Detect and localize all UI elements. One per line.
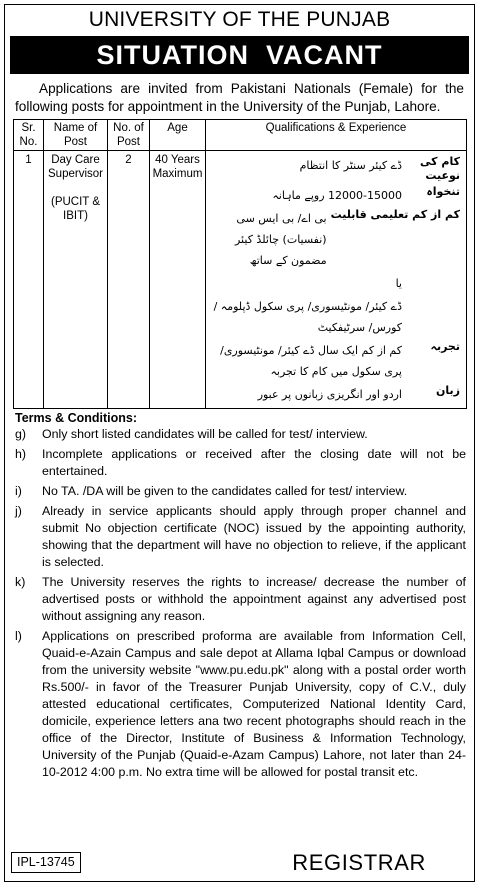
footer <box>5 841 474 881</box>
qual-language-label: زبان <box>436 384 460 397</box>
table-row <box>14 151 467 409</box>
qual-language <box>212 384 460 405</box>
qual-alternative-value: ڈے کیئر/ مونٹیسوری/ پری سکول ڈپلومہ / کورس/ سرٹیفکیٹ <box>213 300 402 334</box>
term-text: Applications on prescribed proforma are available from Information Cell, Quaid-e-Azain Campus and sale depot at Allama Iqbal Campus or download from the university website "www.pu.edu.pk" along with a postal order worth Rs.500/- in favor of the Treasurer Punjab University, copy of C.V., duly attested educational certificates, Computerized National Identity Card, domicile, experience letters ana two recent photographs should reach in the office of the Director, Institute of Business & Information Technology, University of the Punjab (Quaid-e-Azam Campus) Lahore, not later than 24-10-2012 4:00 p.m. No extra time will be allowed for postal transit etc. <box>42 629 466 779</box>
qual-experience-label: تجربہ <box>430 340 460 353</box>
list-item <box>15 426 466 443</box>
term-text: The University reserves the rights to increase/ decrease the number of advertised posts or withhold the appointment against any advertised post without assigning any reason. <box>42 575 466 623</box>
term-letter: i) <box>15 484 22 498</box>
list-item <box>15 446 466 480</box>
cell-qualifications <box>206 151 467 409</box>
list-item <box>15 503 466 571</box>
cell-sr-no: 1 <box>14 151 44 409</box>
cell-post-name <box>44 151 108 409</box>
qual-nature <box>212 155 460 183</box>
list-item <box>15 628 466 781</box>
cell-no-of-post: 2 <box>108 151 150 409</box>
term-letter: g) <box>15 427 27 441</box>
header-qualifications: Qualifications & Experience <box>206 120 467 151</box>
qual-education-label: کم از کم تعلیمی قابلیت <box>330 208 460 221</box>
qual-nature-value: ڈے کیئر سنٹر کا انتظام <box>299 159 402 172</box>
qual-language-value: اردو اور انگریزی زبانوں پر عبور <box>257 388 402 401</box>
term-text: No TA. /DA will be given to the candidates called for test/ interview. <box>42 484 408 498</box>
urdu-qualifications <box>206 151 466 405</box>
advertisement-page <box>4 4 475 882</box>
qual-salary-label: تنخواہ <box>426 185 460 198</box>
term-letter: k) <box>15 575 26 589</box>
intro-paragraph: Applications are invited from Pakistani Nationals (Female) for the following posts for appointment in the University of the Punjab, Lahore. <box>15 81 464 114</box>
header-no-of-post: No. of Post <box>108 120 150 151</box>
university-title: UNIVERSITY OF THE PUNJAB <box>88 8 391 31</box>
qual-alternative <box>212 296 460 338</box>
term-letter: l) <box>15 629 22 643</box>
registrar-signatory: REGISTRAR <box>292 850 426 875</box>
qual-salary <box>212 185 460 206</box>
post-title: Day Care Supervisor <box>48 154 103 180</box>
qual-or-text: یا <box>395 277 402 290</box>
term-letter: h) <box>15 447 27 461</box>
list-item <box>15 483 466 500</box>
situation-vacant-banner: SITUATION VACANT <box>10 36 469 74</box>
header-name-of-post: Name of Post <box>44 120 108 151</box>
posts-table <box>13 119 467 409</box>
qual-salary-value: 12000-15000 روپے ماہانہ <box>272 189 402 202</box>
terms-heading: Terms & Conditions: <box>15 411 137 425</box>
cell-age: 40 Years Maximum <box>150 151 206 409</box>
terms-list <box>5 426 474 781</box>
qual-or <box>212 273 460 294</box>
term-text: Only short listed candidates will be called for test/ interview. <box>42 427 368 441</box>
header-sr-no: Sr. No. <box>14 120 44 151</box>
table-header-row <box>14 120 467 151</box>
term-letter: j) <box>15 504 22 518</box>
term-text: Already in service applicants should apply through proper channel and submit No objection certificate (NOC) issued by the appointing authority, showing that the department will have no objection to relieve, if the applicant is selected. <box>42 504 466 569</box>
post-department: (PUCIT & IBIT) <box>51 196 100 222</box>
header-age: Age <box>150 120 206 151</box>
qual-nature-label: کام کی نوعیت <box>420 155 460 182</box>
term-text: Incomplete applications or received after the closing date will not be entertained. <box>42 447 466 478</box>
qual-experience <box>212 340 460 382</box>
qual-education <box>212 208 460 271</box>
qual-education-value: بی اے/ بی ایس سی (نفسیات) چائلڈ کیئر مضمون کے ساتھ <box>234 212 327 267</box>
list-item <box>15 574 466 625</box>
qual-experience-value: کم از کم ایک سال ڈے کیئر/ مونٹیسوری/ پری سکول میں کام کا تجربہ <box>220 344 402 378</box>
ipl-reference: IPL-13745 <box>11 852 81 873</box>
